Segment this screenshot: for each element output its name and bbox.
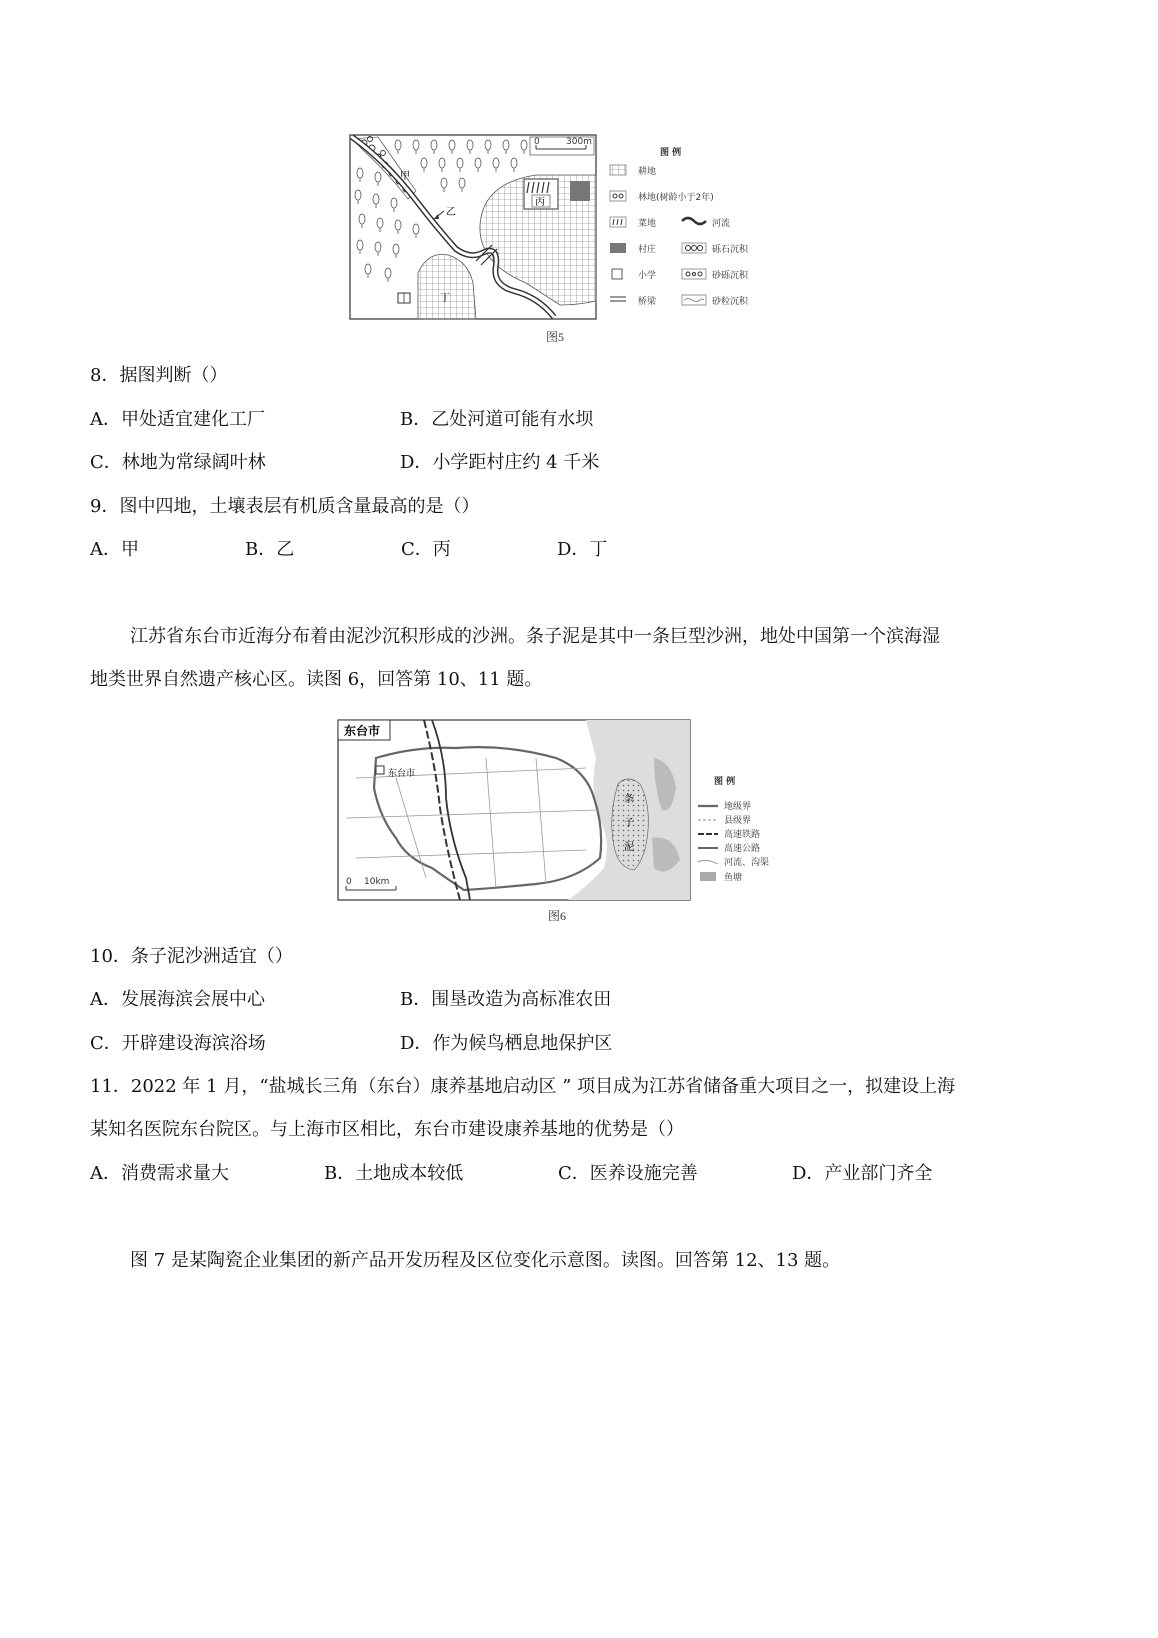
question-9-option-b: B．乙: [245, 539, 295, 560]
legend-gravel: 砾石沉积: [712, 245, 749, 255]
legend-village: 村庄: [638, 245, 657, 255]
passage-1-line-2: 地类世界自然遗产核心区。读图 6，回答第 10、11 题。: [90, 669, 543, 690]
legend-river: 河流: [712, 219, 731, 229]
passage-2-line-1: 图 7 是某陶瓷企业集团的新产品开发历程及区位变化示意图。读图。回答第 12、13 题。: [130, 1250, 841, 1271]
question-10-stem: 10．条子泥沙洲适宜（）: [90, 946, 293, 967]
question-11-stem-line-1: 11．2022 年 1 月，“盐城长三角（东台）康养基地启动区 ” 项目成为江苏省储备重大项目之一，拟建设上海: [90, 1076, 956, 1097]
legend-sand-gravel: 砂砾沉积: [712, 271, 749, 281]
legend-silt: 砂粒沉积: [712, 297, 749, 307]
legend-bridge: 桥梁: [638, 297, 657, 307]
sandbar-char-3: 泥: [624, 842, 634, 853]
scale-label: 300m: [566, 137, 592, 147]
label-bing: 丙: [535, 197, 545, 208]
question-9-option-d: D．丁: [557, 539, 608, 560]
question-10-option-b: B．围垦改造为高标准农田: [400, 989, 612, 1010]
legend-county-boundary: 县级界: [724, 816, 752, 826]
scale-zero-6: 0: [346, 877, 352, 887]
question-8-option-c: C．林地为常绿阔叶林: [90, 452, 266, 473]
figure-5-caption: 图5: [546, 330, 565, 344]
sandbar-char-1: 条: [624, 794, 634, 805]
question-10-option-d: D．作为候鸟栖息地保护区: [400, 1033, 613, 1054]
figure-6: [336, 718, 796, 906]
legend-school: 小学: [638, 271, 657, 281]
legend-title: 图 例: [660, 148, 682, 158]
village-marker: [570, 181, 590, 201]
figure-5-map: [348, 133, 768, 323]
legend-railway: 高速铁路: [724, 830, 761, 840]
question-8-option-d: D．小学距村庄约 4 千米: [400, 452, 600, 473]
scale-label-6: 10km: [364, 877, 390, 887]
question-10-option-c: C．开辟建设海滨浴场: [90, 1033, 266, 1054]
legend-river-6: 河流、沟渠: [724, 858, 770, 868]
question-11-stem-line-2: 某知名医院东台院区。与上海市区相比，东台市建设康养基地的优势是（）: [90, 1119, 684, 1140]
question-10-option-a: A．发展海滨会展中心: [90, 989, 265, 1010]
question-8-stem: 8．据图判断（）: [90, 365, 228, 386]
label-yi: 乙: [446, 207, 456, 218]
question-9-option-c: C．丙: [401, 539, 451, 560]
legend-forest: 林地(树龄小于2年): [638, 193, 714, 203]
question-11-option-a: A．消费需求量大: [90, 1163, 229, 1184]
question-8-option-a: A．甲处适宜建化工厂: [90, 409, 265, 430]
sandbar-char-2: 子: [624, 818, 634, 829]
label-jia: 甲: [400, 171, 410, 182]
question-11-option-d: D．产业部门齐全: [792, 1163, 933, 1184]
question-11-option-b: B．土地成本较低: [324, 1163, 464, 1184]
question-11-option-c: C．医养设施完善: [558, 1163, 698, 1184]
city-label: 东台市: [388, 769, 416, 779]
question-8-option-b: B．乙处河道可能有水坝: [400, 409, 594, 430]
legend-farmland: 耕地: [638, 167, 657, 177]
legend-fishpond: 鱼塘: [724, 873, 743, 883]
label-ding: 丁: [440, 293, 450, 304]
legend-highway: 高速公路: [724, 844, 761, 854]
figure-5: [348, 133, 768, 327]
legend-6-title: 图 例: [714, 777, 736, 787]
scale-zero: 0: [534, 137, 540, 147]
legend-city-boundary: 地级界: [724, 802, 752, 812]
figure-6-map: [336, 718, 796, 902]
question-9-option-a: A．甲: [90, 539, 139, 560]
passage-1-line-1: 江苏省东台市近海分布着由泥沙沉积形成的沙洲。条子泥是其中一条巨型沙洲，地处中国第一个滨海湿: [130, 626, 940, 647]
question-9-stem: 9．图中四地，土壤表层有机质含量最高的是（）: [90, 496, 480, 517]
legend-vegetable: 菜地: [638, 219, 657, 229]
figure-6-title: 东台市: [344, 724, 381, 738]
figure-6-caption: 图6: [548, 909, 567, 923]
